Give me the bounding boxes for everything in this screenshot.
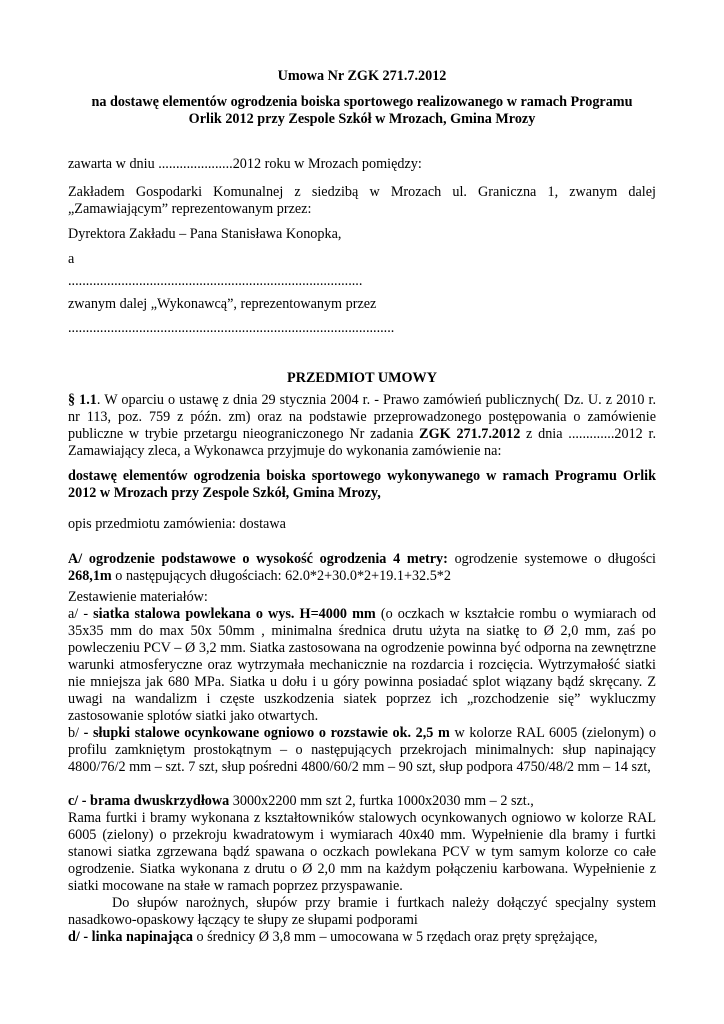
fence-length: 268,1m xyxy=(68,568,112,584)
item-b-prefix: b/ xyxy=(68,725,84,741)
item-b-title: - słupki stalowe ocynkowane ogniowo o rozstawie ok. 2,5 m xyxy=(83,725,450,741)
paragraph-1-1 xyxy=(68,392,656,460)
paragraph-number: § 1.1 xyxy=(68,392,97,408)
item-d-wire xyxy=(68,929,656,946)
materials-heading: Zestawienie materiałów: xyxy=(68,589,208,605)
item-a-title: siatka stalowa powlekana o wys. H=4000 mm xyxy=(93,606,376,622)
task-number: ZGK 271.7.2012 xyxy=(419,426,521,442)
concluded-line: zawarta w dniu .....................2012 roku w Mrozach pomiędzy: xyxy=(68,156,422,172)
subject-heading: PRZEDMIOT UMOWY xyxy=(287,370,437,386)
contractor-rep-dots: ............................................................................................ xyxy=(68,320,395,336)
corner-posts-paragraph: Do słupów narożnych, słupów przy bramie i furtkach należy dołączyć specjalny system nasadkowo-opaskowy łączący te słupy ze słupami podporami xyxy=(68,895,656,928)
section-a-heading: A/ ogrodzenie podstawowe o wysokość ogrodzenia 4 metry: xyxy=(68,551,448,567)
contract-subtitle-line-1: na dostawę elementów ogrodzenia boiska sportowego realizowanego w ramach Programu xyxy=(91,94,633,110)
item-c-title: c/ - brama dwuskrzydłowa xyxy=(68,793,230,809)
item-c-text: 3000x2200 mm szt 2, furtka 1000x2030 mm – 2 szt., xyxy=(229,793,534,809)
client-paragraph: Zakładem Gospodarki Komunalnej z siedzibą w Mrozach ul. Graniczna 1, zwanym dalej „Zamawiającym” reprezentowanym przez: xyxy=(68,184,656,217)
item-c-gate xyxy=(68,793,656,810)
section-a-lead-text: ogrodzenie systemowe o długości xyxy=(447,551,656,567)
item-b-posts xyxy=(68,725,656,776)
order-description: opis przedmiotu zamówienia: dostawa xyxy=(68,516,286,532)
contract-title: Umowa Nr ZGK 271.7.2012 xyxy=(277,68,447,84)
item-b-text: w kolorze RAL 6005 (zielonym) o profilu zamkniętym prostokątnym – o następujących przekrojach minimalnych: słup napinający 4800/76/2 mm – szt. 7 szt, słup pośredni 4800/60/2 mm – 90 szt, słup podpora 4750/48/2 mm – 14 szt, xyxy=(68,725,656,775)
fence-lengths-text: o następujących długościach: 62.0*2+30.0*2+19.1+32.5*2 xyxy=(111,568,451,584)
contract-subtitle-line-2: Orlik 2012 przy Zespole Szkół w Mrozach, Gmina Mrozy xyxy=(188,111,536,127)
and-line: a xyxy=(68,251,75,267)
gate-frame-paragraph: Rama furtki i bramy wykonana z kształtowników stalowych ocynkowanych ogniowo w kolorze RAL 6005 (zielony) o przekroju kwadratowym i wymiarach 40x40 mm. Wypełnienie dla bramy i furtki stanowi siatka zgrzewana bądź spawana o oczkach powlekana PCV w tym samym kolorze co całe ogrodzenie. Siatka wykonana z drutu o Ø 2,0 mm na każdym połączeniu karbowana. Wypełnienie z siatki mocowane na stałe w ramach poprzez przyspawanie. xyxy=(68,810,656,894)
item-d-title: d/ - linka napinająca xyxy=(68,929,193,945)
item-d-text: o średnicy Ø 3,8 mm – umocowana w 5 rzędach oraz pręty sprężające, xyxy=(192,929,598,945)
item-a-prefix: a/ - xyxy=(68,606,94,622)
delivery-scope: dostawę elementów ogrodzenia boiska sportowego wykonywanego w ramach Programu Orlik 2012 w Mrozach przy Zespole Szkół, Gmina Mrozy, xyxy=(68,468,656,501)
section-a-lead xyxy=(68,551,656,585)
contractor-called-line: zwanym dalej „Wykonawcą”, reprezentowanym przez xyxy=(68,296,377,312)
item-a-mesh xyxy=(68,606,656,725)
paragraph-1-1-text-b: z dnia .............2012 r. Zamawiający zleca, a Wykonawca przyjmuje do wykonania zamówienie na: xyxy=(68,426,656,459)
contractor-dots: ................................................................................... xyxy=(68,273,363,289)
paragraph-1-1-text-a: . W oparciu o ustawę z dnia 29 stycznia 2004 r. - Prawo zamówień publicznych( Dz. U. z 2010 r. nr 113, poz. 759 z późn. zm) oraz na podstawie przeprowadzonego postępowania o zamówienie publiczne w trybie przetargu nieograniczonego Nr zadania xyxy=(68,392,656,442)
item-a-text: (o oczkach w kształcie rombu o wymiarach od 35x35 mm do max 50x 50mm , minimalna średnica drutu użyta na siatkę to Ø 2,0 mm, zaś po powleczeniu PCV – Ø 3,2 mm. Siatka zastosowana na ogrodzenie powinna być odporna na zewnętrzne warunki atmosferyczne oraz wytrzymała mechanicznie na rozdarcia i rozcięcia. Wytrzymałość siatki nie mniejsza jak 680 MPa. Siatka u dołu i u góry powinna posiadać splot wiązany bądź skręcany. Z uwagi na wandalizm i częste uszkodzenia siatek poprzez ich „rozchodzenie się” wykluczmy zastosowanie splotów siatki jako otwartych. xyxy=(68,606,657,724)
director-line: Dyrektora Zakładu – Pana Stanisława Konopka, xyxy=(68,226,342,242)
